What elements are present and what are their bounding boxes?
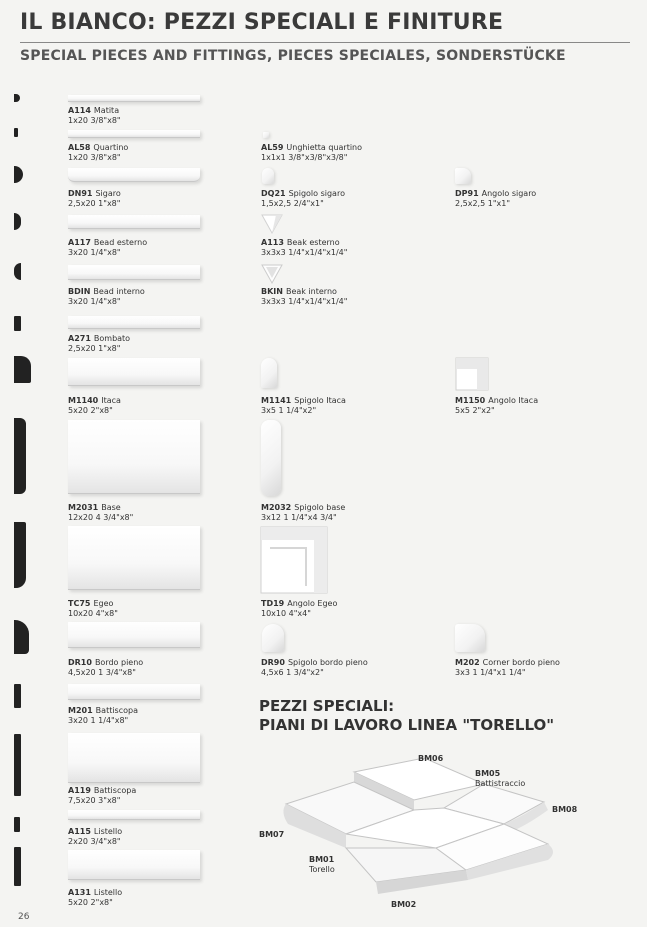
item-a271: A271 Bombato 2,5x20 1"x8" xyxy=(68,334,131,353)
piece-al58 xyxy=(68,130,200,138)
piece-m1140 xyxy=(68,358,200,386)
item-al58: AL58 Quartino 1x20 3/8"x8" xyxy=(68,143,129,162)
profile-a119 xyxy=(14,734,21,796)
profile-m201 xyxy=(14,684,21,708)
title-divider xyxy=(20,42,630,43)
page-subtitle: SPECIAL PIECES AND FITTINGS, PIECES SPECIALES, SONDERSTÜCKE xyxy=(20,48,566,64)
bm01-label: BM01 Torello xyxy=(309,855,335,874)
profile-a131 xyxy=(14,847,21,886)
item-m201: M201 Battiscopa 3x20 1 1/4"x8" xyxy=(68,706,138,725)
piece-a117 xyxy=(68,215,200,229)
bm08-label: BM08 xyxy=(552,805,578,814)
piece-td19 xyxy=(260,526,328,594)
piece-a113 xyxy=(260,213,284,235)
piece-a114 xyxy=(68,95,200,102)
profile-dr10 xyxy=(14,620,29,654)
bm07-label: BM07 xyxy=(259,830,285,839)
item-dn91: DN91 Sigaro 2,5x20 1"x8" xyxy=(68,189,121,208)
item-m2031: M2031 Base 12x20 4 3/4"x8" xyxy=(68,503,134,522)
item-tc75: TC75 Egeo 10x20 4"x8" xyxy=(68,599,118,618)
piece-dr90 xyxy=(262,624,284,652)
item-dr10: DR10 Bordo pieno 4,5x20 1 3/4"x8" xyxy=(68,658,144,677)
profile-a114 xyxy=(14,94,20,102)
piece-a119 xyxy=(68,733,200,783)
piece-m2032 xyxy=(261,420,281,496)
piece-bkin xyxy=(260,263,284,285)
page-number: 26 xyxy=(18,912,30,922)
item-dq21: DQ21 Spigolo sigaro 1,5x2,5 2/4"x1" xyxy=(261,189,345,208)
piece-tc75 xyxy=(68,526,200,590)
piece-a271 xyxy=(68,316,200,329)
item-a131: A131 Listello 5x20 2"x8" xyxy=(68,888,123,907)
piece-a115 xyxy=(68,810,200,820)
piece-a131 xyxy=(68,850,200,880)
profile-a117 xyxy=(14,213,21,230)
page-title: IL BIANCO: PEZZI SPECIALI E FINITURE xyxy=(20,10,504,35)
profile-bdin xyxy=(14,263,21,280)
piece-m1141 xyxy=(261,358,277,388)
piece-m201 xyxy=(68,684,200,700)
item-dr90: DR90 Spigolo bordo pieno 4,5x6 1 3/4"x2" xyxy=(261,658,368,677)
piece-m202 xyxy=(455,624,485,652)
worktop-illustration xyxy=(276,752,576,900)
item-m1141: M1141 Spigolo Itaca 3x5 1 1/4"x2" xyxy=(261,396,346,415)
profile-m2031 xyxy=(14,418,26,494)
profile-a115 xyxy=(14,817,20,832)
item-a113: A113 Beak esterno 3x3x3 1/4"x1/4"x1/4" xyxy=(261,238,348,257)
item-m1150: M1150 Angolo Itaca 5x5 2"x2" xyxy=(455,396,539,415)
piece-bdin xyxy=(68,265,200,280)
piece-al59 xyxy=(263,132,269,138)
item-a115: A115 Listello 2x20 3/4"x8" xyxy=(68,827,123,846)
item-a119: A119 Battiscopa 7,5x20 3"x8" xyxy=(68,786,137,805)
item-m1140: M1140 Itaca 5x20 2"x8" xyxy=(68,396,121,415)
profile-m1140 xyxy=(14,356,31,383)
piece-m1150 xyxy=(455,357,489,391)
item-bkin: BKIN Beak interno 3x3x3 1/4"x1/4"x1/4" xyxy=(261,287,348,306)
piece-m2031 xyxy=(68,420,200,494)
piece-dp91 xyxy=(455,168,471,184)
bm02-label: BM02 xyxy=(391,900,417,909)
profile-a271 xyxy=(14,316,21,331)
item-m2032: M2032 Spigolo base 3x12 1 1/4"x4 3/4" xyxy=(261,503,346,522)
item-m202: M202 Corner bordo pieno 3x3 1 1/4"x1 1/4" xyxy=(455,658,560,677)
piece-dn91 xyxy=(68,168,200,182)
profile-al58 xyxy=(14,128,18,137)
item-dp91: DP91 Angolo sigaro 2,5x2,5 1"x1" xyxy=(455,189,537,208)
bm05-label: BM05 Battistraccio xyxy=(475,769,526,788)
item-a114: A114 Matita 1x20 3/8"x8" xyxy=(68,106,121,125)
item-bdin: BDIN Bead interno 3x20 1/4"x8" xyxy=(68,287,145,306)
item-al59: AL59 Unghietta quartino 1x1x1 3/8"x3/8"x3/8" xyxy=(261,143,363,162)
worktop-heading: PEZZI SPECIALI: PIANI DI LAVORO LINEA "TORELLO" xyxy=(259,697,555,734)
profile-dn91 xyxy=(14,166,23,183)
profile-tc75 xyxy=(14,522,26,588)
piece-dq21 xyxy=(262,168,274,184)
bm06-label: BM06 xyxy=(418,754,444,763)
item-td19: TD19 Angolo Egeo 10x10 4"x4" xyxy=(261,599,338,618)
item-a117: A117 Bead esterno 3x20 1/4"x8" xyxy=(68,238,148,257)
piece-dr10 xyxy=(68,622,200,648)
